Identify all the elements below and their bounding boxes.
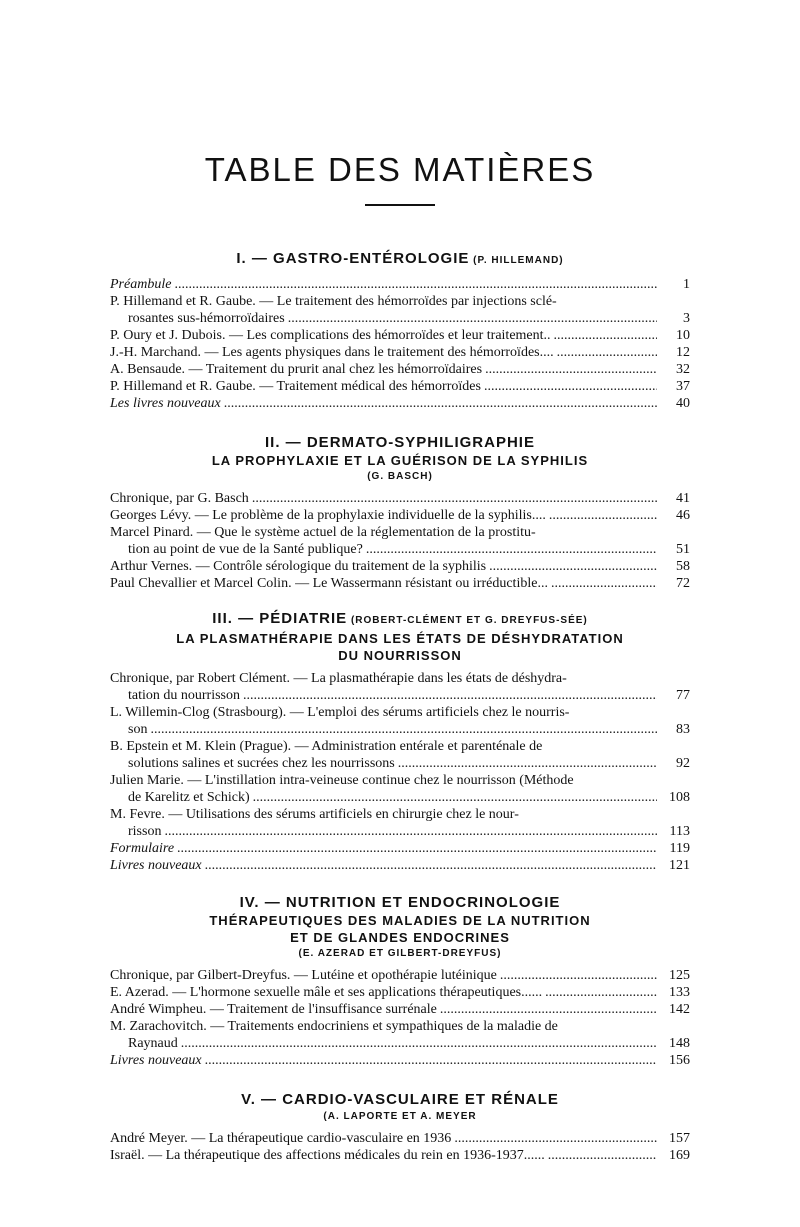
page-number: 113: [669, 824, 690, 839]
page-number: 46: [676, 508, 690, 523]
section-heading: [110, 434, 690, 452]
entry-text: André Wimpheu. — Traitement de l'insuffisance surrénale: [110, 1002, 437, 1017]
page-number: 58: [676, 559, 690, 574]
page-number: 37: [676, 379, 690, 394]
page-number: 1: [683, 277, 690, 292]
leader-dots: [174, 276, 657, 293]
section-subtitle: DU NOURRISSON: [338, 648, 462, 663]
page-number: 3: [683, 311, 690, 326]
toc-entry: [110, 857, 690, 874]
toc-sections: [110, 250, 690, 1164]
section-heading: [110, 1091, 690, 1109]
leader-dots: [440, 1001, 657, 1018]
toc-entry: [110, 967, 690, 984]
entry-list: [110, 670, 690, 874]
leader-dots: [554, 327, 657, 344]
leader-dots: [177, 840, 657, 857]
page-number: 121: [669, 858, 690, 873]
entry-text: M. Zarachovitch. — Traitements endocriniens et sympathiques de la maladie de: [110, 1019, 558, 1034]
entry-text: tion au point de vue de la Santé publique?: [128, 542, 363, 557]
toc-entry: [110, 670, 690, 704]
leader-dots: [150, 721, 657, 738]
page-number: 72: [676, 576, 690, 591]
toc-section: [110, 434, 690, 592]
page-number: 142: [669, 1002, 690, 1017]
leader-dots: [366, 541, 657, 558]
entry-text: M. Fevre. — Utilisations des sérums artificiels en chirurgie chez le nour-: [110, 807, 519, 822]
page-number: 51: [676, 542, 690, 557]
entry-text: Livres nouveaux: [110, 858, 202, 873]
leader-dots: [252, 490, 657, 507]
section-heading-text: IV. — NUTRITION ET ENDOCRINOLOGIE: [239, 894, 561, 911]
entry-text: rosantes sus-hémorroïdaires: [128, 311, 285, 326]
leader-dots: [485, 361, 657, 378]
leader-dots: [243, 687, 657, 704]
toc-entry: [110, 344, 690, 361]
entry-text: L. Willemin-Clog (Strasbourg). — L'emploi des sérums artificiels chez le nourris-: [110, 705, 570, 720]
page-number: 119: [669, 841, 690, 856]
toc-entry: [110, 772, 690, 806]
page-number: 108: [669, 790, 690, 805]
entry-text: Livres nouveaux: [110, 1053, 202, 1068]
page-number: 77: [676, 688, 690, 703]
page-number: 148: [669, 1036, 690, 1051]
entry-list: [110, 1130, 690, 1164]
leader-dots: [205, 1052, 657, 1069]
entry-list: [110, 967, 690, 1069]
section-heading: [110, 610, 690, 630]
leader-dots: [551, 575, 657, 592]
entry-text: Préambule: [110, 277, 172, 292]
toc-section: [110, 1091, 690, 1164]
leader-dots: [454, 1130, 657, 1147]
toc-entry: [110, 276, 690, 293]
page-number: 157: [669, 1131, 690, 1146]
section-heading: [110, 250, 690, 270]
section-author: (G. BASCH): [367, 471, 433, 482]
entry-list: [110, 276, 690, 412]
leader-dots: [489, 558, 657, 575]
toc-entry: [110, 1147, 690, 1164]
entry-text: son: [128, 722, 148, 737]
entry-text: solutions salines et sucrées chez les nourrissons: [128, 756, 395, 771]
toc-section: [110, 894, 690, 1069]
entry-text: J.-H. Marchand. — Les agents physiques dans le traitement des hémorroïdes....: [110, 345, 554, 360]
leader-dots: [288, 310, 657, 327]
page-title: TABLE DES MATIÈRES: [204, 151, 596, 188]
toc-entry: [110, 1052, 690, 1069]
entry-text: Les livres nouveaux: [110, 396, 221, 411]
toc-entry: [110, 507, 690, 524]
section-subtitle: ET DE GLANDES ENDOCRINES: [290, 930, 510, 945]
toc-entry: [110, 327, 690, 344]
leader-dots: [224, 395, 657, 412]
toc-entry: [110, 806, 690, 840]
entry-text: risson: [128, 824, 162, 839]
leader-dots: [205, 857, 657, 874]
section-heading-text: II. — DERMATO-SYPHILIGRAPHIE: [265, 434, 535, 451]
section-author: (P. HILLEMAND): [469, 255, 564, 266]
section-heading-text: III. — PÉDIATRIE: [212, 610, 348, 627]
page-number: 133: [669, 985, 690, 1000]
entry-text: Julien Marie. — L'instillation intra-veineuse continue chez le nourrisson (Méthode: [110, 773, 574, 788]
section-author: (ROBERT-CLÉMENT ET G. DREYFUS-SÉE): [347, 615, 588, 626]
toc-entry: [110, 984, 690, 1001]
toc-entry: [110, 704, 690, 738]
leader-dots: [548, 1147, 657, 1164]
toc-entry: [110, 378, 690, 395]
entry-text: P. Hillemand et R. Gaube. — Le traitement des hémorroïdes par injections sclé-: [110, 294, 557, 309]
toc-entry: [110, 1130, 690, 1147]
page-number: 10: [676, 328, 690, 343]
section-author: (A. LAPORTE ET A. MEYER: [323, 1111, 477, 1122]
page-number: 40: [676, 396, 690, 411]
leader-dots: [253, 789, 657, 806]
entry-text: Arthur Vernes. — Contrôle sérologique du traitement de la syphilis: [110, 559, 487, 574]
section-subtitle: LA PROPHYLAXIE ET LA GUÉRISON DE LA SYPHILIS: [211, 453, 589, 468]
section-author: (E. AZERAD ET GILBERT-DREYFUS): [298, 948, 502, 959]
entry-text: P. Hillemand et R. Gaube. — Traitement médical des hémorroïdes: [110, 379, 481, 394]
leader-dots: [500, 967, 657, 984]
toc-section: [110, 250, 690, 412]
page-number: 92: [676, 756, 690, 771]
section-heading: [110, 894, 690, 912]
toc-entry: [110, 1018, 690, 1052]
toc-entry: [110, 524, 690, 558]
toc-entry: [110, 1001, 690, 1018]
toc-section: [110, 610, 690, 874]
section-heading-text: I. — GASTRO-ENTÉROLOGIE: [236, 250, 470, 267]
entry-text: Marcel Pinard. — Que le système actuel de la réglementation de la prostitu-: [110, 525, 536, 540]
page-number: 32: [676, 362, 690, 377]
section-subtitle: LA PLASMATHÉRAPIE DANS LES ÉTATS DE DÉSHYDRATATION: [176, 631, 624, 646]
entry-text: Formulaire: [110, 841, 175, 856]
page-number: 169: [669, 1148, 690, 1163]
toc-entry: [110, 395, 690, 412]
toc-entry: [110, 293, 690, 327]
entry-text: E. Azerad. — L'hormone sexuelle mâle et ses applications thérapeutiques......: [110, 985, 543, 1000]
leader-dots: [549, 507, 657, 524]
leader-dots: [545, 984, 657, 1001]
entry-text: Chronique, par Gilbert-Dreyfus. — Lutéine et opothérapie lutéinique: [110, 968, 497, 983]
entry-list: [110, 490, 690, 592]
toc-entry: [110, 575, 690, 592]
toc-entry: [110, 361, 690, 378]
entry-text: P. Oury et J. Dubois. — Les complications des hémorroïdes et leur traitement..: [110, 328, 551, 343]
entry-text: Israël. — La thérapeutique des affections médicales du rein en 1936-1937......: [110, 1148, 545, 1163]
section-subtitle: THÉRAPEUTIQUES DES MALADIES DE LA NUTRITION: [209, 913, 591, 928]
page-number: 125: [669, 968, 690, 983]
entry-text: Paul Chevallier et Marcel Colin. — Le Wassermann résistant ou irréductible...: [110, 576, 548, 591]
entry-text: tation du nourrisson: [128, 688, 240, 703]
toc-page: [110, 0, 690, 1164]
entry-text: A. Bensaude. — Traitement du prurit anal chez les hémorroïdaires: [110, 362, 483, 377]
entry-text: Chronique, par Robert Clément. — La plasmathérapie dans les états de déshydra-: [110, 671, 567, 686]
leader-dots: [181, 1035, 657, 1052]
leader-dots: [398, 755, 657, 772]
section-heading-text: V. — CARDIO-VASCULAIRE ET RÉNALE: [241, 1091, 559, 1108]
toc-entry: [110, 738, 690, 772]
title-rule: [365, 204, 435, 206]
entry-text: Chronique, par G. Basch: [110, 491, 249, 506]
leader-dots: [557, 344, 657, 361]
entry-text: Georges Lévy. — Le problème de la prophylaxie individuelle de la syphilis....: [110, 508, 546, 523]
toc-entry: [110, 490, 690, 507]
toc-entry: [110, 558, 690, 575]
page-number: 156: [669, 1053, 690, 1068]
entry-text: B. Epstein et M. Klein (Prague). — Administration entérale et parenténale de: [110, 739, 543, 754]
entry-text: Raynaud: [128, 1036, 178, 1051]
page-number: 41: [676, 491, 690, 506]
toc-entry: [110, 840, 690, 857]
entry-text: André Meyer. — La thérapeutique cardio-vasculaire en 1936: [110, 1131, 452, 1146]
page-number: 83: [676, 722, 690, 737]
page-number: 12: [676, 345, 690, 360]
entry-text: de Karelitz et Schick): [128, 790, 250, 805]
leader-dots: [484, 378, 657, 395]
leader-dots: [164, 823, 657, 840]
